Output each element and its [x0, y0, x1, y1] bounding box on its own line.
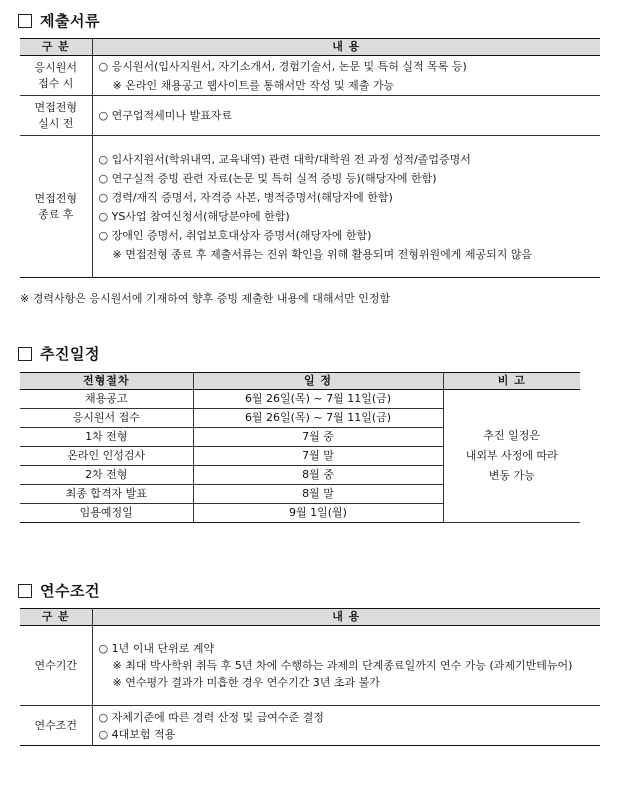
list-item: ○ 경력/재직 증명서, 자격증 사본, 병적증명서(해당자에 한함) — [98, 190, 393, 204]
schedule-date: 8월 말 — [193, 485, 443, 504]
list-item: ○ 입사지원서(학위내역, 교육내역) 관련 대학/대학원 전 과정 성적/졸업증명서 — [98, 152, 471, 166]
row-content — [92, 56, 600, 96]
section-title: 제출서류 — [40, 12, 100, 30]
schedule-step: 최종 합격자 발표 — [20, 485, 193, 504]
terms-table — [20, 608, 600, 746]
header-content: 내 용 — [92, 39, 600, 56]
list-item: ○ YS사업 참여신청서(해당분야에 한함) — [98, 209, 290, 223]
section-heading-docs — [18, 10, 100, 31]
table-row — [20, 626, 600, 706]
section-heading-schedule — [18, 343, 100, 364]
checkbox-square-icon — [18, 584, 32, 598]
list-item: ○ 4대보험 적용 — [98, 727, 176, 741]
list-item: ○ 응시원서(입사지원서, 자기소개서, 경험기술서, 논문 및 특허 실적 목록 등) — [98, 59, 467, 73]
schedule-table — [20, 372, 580, 523]
header-content: 내 용 — [92, 609, 600, 626]
table-row — [20, 706, 600, 746]
schedule-step: 1차 전형 — [20, 428, 193, 447]
table-row — [20, 136, 600, 278]
header-note: 비 고 — [443, 373, 580, 390]
schedule-step: 채용공고 — [20, 390, 193, 409]
header-date: 일 정 — [193, 373, 443, 390]
note-item: ※ 온라인 채용공고 웹사이트를 통해서만 작성 및 제출 가능 — [112, 78, 395, 92]
note-item: ※ 면접전형 종료 후 제출서류는 진위 확인을 위해 활용되며 전형위원에게 제공되지 않음 — [112, 247, 533, 261]
schedule-step: 2차 전형 — [20, 466, 193, 485]
table-row — [20, 96, 600, 136]
row-category: 연수조건 — [20, 706, 92, 746]
note-item: ※ 연수평가 결과가 미흡한 경우 연수기간 3년 초과 불가 — [112, 676, 380, 689]
header-category: 구 분 — [20, 609, 92, 626]
schedule-step: 임용예정일 — [20, 504, 193, 523]
row-content — [92, 136, 600, 278]
footnote: ※ 경력사항은 응시원서에 기재하여 향후 증빙 제출한 내용에 대해서만 인정함 — [20, 292, 391, 305]
checkbox-square-icon — [18, 347, 32, 361]
remark-line: 내외부 사정에 따라 — [465, 449, 558, 462]
note-item: ※ 최대 박사학위 취득 후 5년 차에 수행하는 과제의 단계종료일까지 연수 가능 (과제기반테뉴어) — [112, 659, 573, 672]
table-row — [20, 390, 580, 409]
docs-table — [20, 38, 600, 278]
list-item: ○ 연구업적세미나 발표자료 — [98, 109, 232, 122]
row-content — [92, 706, 600, 746]
section-title: 연수조건 — [40, 582, 100, 600]
list-item: ○ 1년 이내 단위로 계약 — [98, 642, 215, 655]
header-category: 구 분 — [20, 39, 92, 56]
schedule-date: 6월 26일(목) ~ 7월 11일(금) — [193, 390, 443, 409]
schedule-date: 8월 중 — [193, 466, 443, 485]
schedule-date: 7월 중 — [193, 428, 443, 447]
row-category: 면접전형 실시 전 — [20, 96, 92, 136]
list-item: ○ 장애인 증명서, 취업보호대상자 증명서(해당자에 한함) — [98, 228, 372, 242]
schedule-step: 온라인 인성검사 — [20, 447, 193, 466]
schedule-date: 9월 1일(월) — [193, 504, 443, 523]
row-category: 응시원서 접수 시 — [20, 56, 92, 96]
schedule-date: 6월 26일(목) ~ 7월 11일(금) — [193, 409, 443, 428]
row-category: 면접전형 종료 후 — [20, 136, 92, 278]
checkbox-square-icon — [18, 14, 32, 28]
header-step: 전형절차 — [20, 373, 193, 390]
remark-line: 변동 가능 — [488, 469, 535, 482]
section-heading-terms — [18, 580, 100, 601]
row-content — [92, 626, 600, 706]
table-row — [20, 56, 600, 96]
schedule-step: 응시원서 접수 — [20, 409, 193, 428]
schedule-remark — [443, 390, 580, 523]
list-item: ○ 자체기준에 따른 경력 산정 및 급여수준 결정 — [98, 710, 324, 724]
list-item: ○ 연구실적 증빙 관련 자료(논문 및 특허 실적 증빙 등)(해당자에 한함) — [98, 171, 437, 185]
schedule-date: 7월 말 — [193, 447, 443, 466]
row-category: 연수기간 — [20, 626, 92, 706]
section-title: 추진일정 — [40, 345, 100, 363]
row-content — [92, 96, 600, 136]
remark-line: 추진 일정은 — [483, 429, 541, 442]
